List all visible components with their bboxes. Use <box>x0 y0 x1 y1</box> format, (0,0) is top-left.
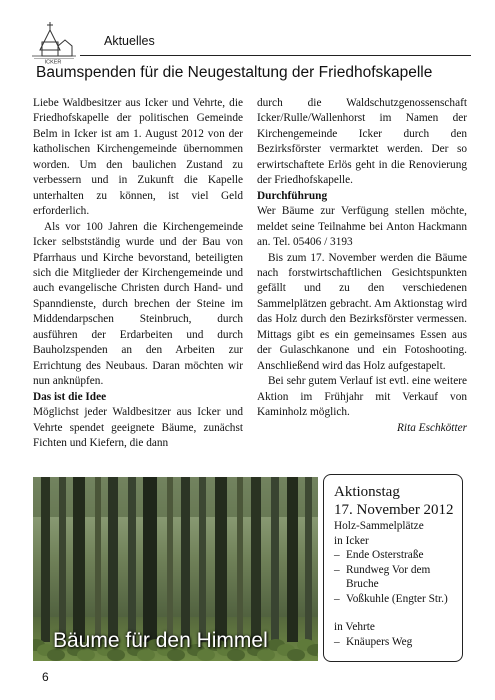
location-text: Ende Osterstraße <box>346 549 424 561</box>
page-number: 6 <box>42 670 49 684</box>
location-text: Rundweg Vor dem Bruche <box>346 563 431 590</box>
location-text: Knäupers Weg <box>346 635 413 648</box>
tree-trunk <box>59 477 66 642</box>
event-info-box <box>323 474 463 662</box>
tree-trunk <box>251 477 261 642</box>
place-label-icker: in Icker <box>334 534 369 547</box>
author-signature: Rita Eschkötter <box>397 421 467 434</box>
tree-trunk <box>181 477 190 642</box>
tree-trunk <box>108 477 118 642</box>
icker-locations <box>334 548 454 606</box>
tree-trunk <box>128 477 136 642</box>
list-item: – Ende Osterstraße <box>334 549 424 561</box>
article-title: Baumspenden für die Neugestaltung der Friedhofskapelle <box>36 64 433 81</box>
photo-caption: Bäume für den Himmel <box>53 629 268 652</box>
tree-trunk <box>199 477 206 642</box>
tree-trunk <box>95 477 101 642</box>
subheading: Durchführung <box>257 189 328 202</box>
tree-trunk <box>305 477 312 642</box>
paragraph: Als vor 100 Jahren die Kirchengemeinde Icker selbstständig wurde und der Bau von Pfarrhaus und Kirche bevorstand, beteiligten sich die Mitglieder der Kirchengemeinde und auch evangelische Christen durch Hand- und Spanndienste, durch brechen der Steine im Middendarpschen Steinbruch, durch ausführen der Erdarbeiten und durch Bauholzspenden an den Arbeiten zur Errichtung des Neubaus. Daran möchten wir nun anknüpfen. <box>33 220 243 388</box>
tree-trunk <box>73 477 85 642</box>
place-label-vehrte: in Vehrte <box>334 621 375 633</box>
tree-trunk <box>237 477 243 642</box>
undergrowth <box>287 649 305 661</box>
paragraph: durch die Waldschutzgenossenschaft Icker/Rulle/Wallenhorst im Namen der Kirchengemeinde Icker durch den Bezirksförster vermarktet werden. Der so erwirtschaftete Erlös geht in die Renovierung der Friedhofskapelle. <box>257 97 467 187</box>
event-subtitle: Holz-Sammelplätze <box>334 520 424 532</box>
tree-trunk <box>167 477 173 642</box>
event-date: 17. November 2012 <box>334 502 454 518</box>
forest-photo <box>33 477 318 661</box>
paragraph: Liebe Waldbesitzer aus Icker und Vehrte, die Friedhofskapelle der politischen Gemeinde Belm in Icker ist am 1. August 2012 von der katholischen Kirchengemeinde übernommen worden. Um den baulichen Zustand zu verbessern und in Zukunft die Kapelle unterhalten zu können, ist viel Geld erforderlich. <box>33 97 243 218</box>
event-title: Aktionstag <box>334 484 400 500</box>
spacer <box>334 606 454 620</box>
subheading: Das ist die Idee <box>33 390 107 403</box>
tree-trunk <box>287 477 298 642</box>
tree-trunk <box>271 477 279 642</box>
header-rule <box>80 55 471 56</box>
list-item: – Knäupers Weg <box>334 635 413 648</box>
paragraph: Wer Bäume zur Verfügung stellen möchte, meldet seine Teilnahme bei Anton Hackmann an. Tel. 05406 / 3193 <box>257 205 467 249</box>
paragraph: Bis zum 17. November werden die Bäume nach forstwirtschaftlichen Gesichtspunkten gefällt und zu den verschiedenen Sammelplätzen gebracht. Am Aktionstag wird das Holz durch den Bezirksförster vermessen. Mittags gibt es ein gemeinsames Essen aus der Gulaschkanone und ein Fotoshooting. Anschließend wird das Holz aufgestapelt. <box>257 251 467 372</box>
church-logo-icon <box>28 20 78 64</box>
list-item: – Rundweg Vor dem Bruche <box>334 563 454 592</box>
left-column <box>33 96 243 451</box>
tree-trunk <box>215 477 227 642</box>
vehrte-locations <box>334 635 454 650</box>
right-column <box>257 96 467 436</box>
list-item: – Voßkuhle (Engter Str.) <box>334 592 448 605</box>
tree-trunk <box>41 477 50 642</box>
tree-trunk <box>143 477 157 642</box>
logo-text: ICKER <box>44 59 62 64</box>
church-logo <box>28 20 78 64</box>
paragraph: Möglichst jeder Waldbesitzer aus Icker und Vehrte spendet geeignete Bäume, zunächst Fichten und Kiefern, die dann <box>33 406 243 449</box>
paragraph: Bei sehr gutem Verlauf ist evtl. eine weitere Aktion im Frühjahr mit Verkauf von Kaminholz möglich. <box>257 375 467 419</box>
section-label: Aktuelles <box>104 34 155 48</box>
location-text: Voßkuhle (Engter Str.) <box>346 592 448 605</box>
